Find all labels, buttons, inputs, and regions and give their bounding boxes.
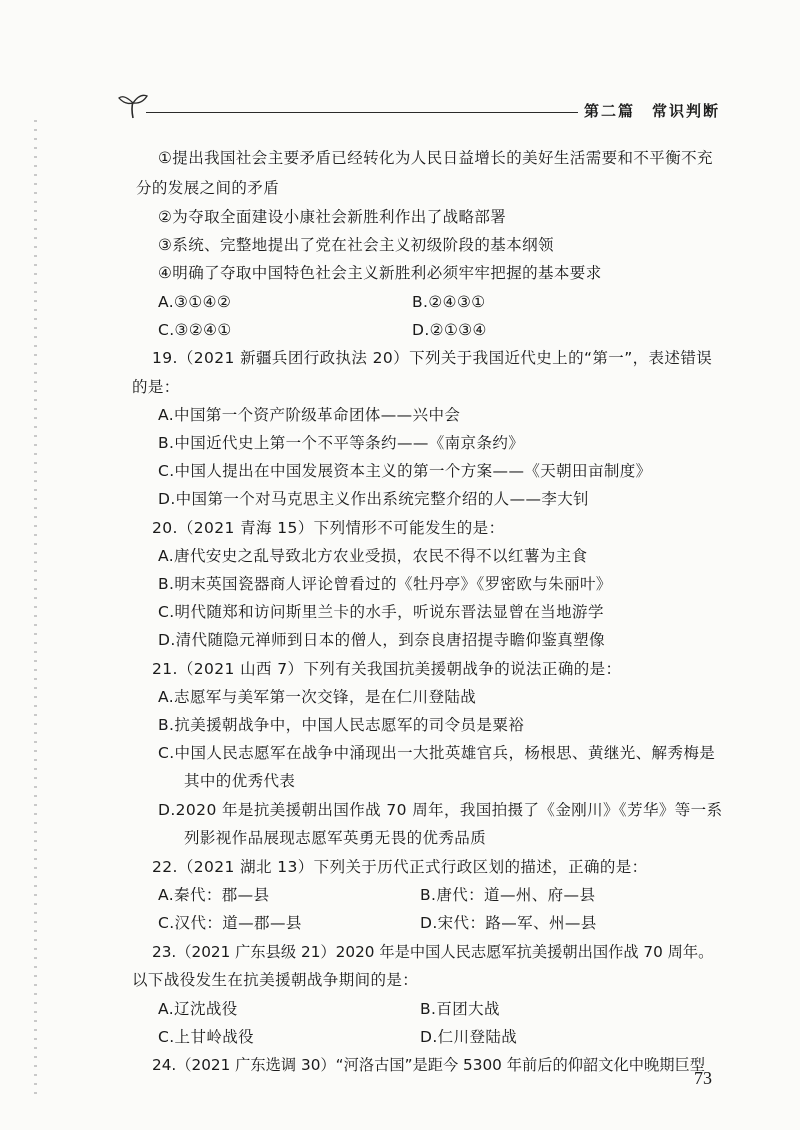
q21-stem: 21.（2021 山西 7）下列有关我国抗美援朝战争的说法正确的是： bbox=[152, 660, 622, 678]
q18-item-3: ③系统、完整地提出了党在社会主义初级阶段的基本纲领 bbox=[158, 236, 554, 254]
q19-option-c: C.中国人提出在中国发展资本主义的第一个方案——《天朝田亩制度》 bbox=[158, 462, 652, 480]
q21-option-c-cont: 其中的优秀代表 bbox=[184, 772, 296, 790]
q21-option-d-cont: 列影视作品展现志愿军英勇无畏的优秀品质 bbox=[184, 829, 487, 847]
q20-option-d: D.清代随隐元禅师到日本的僧人，到奈良唐招提寺瞻仰鉴真塑像 bbox=[158, 631, 605, 649]
q18-item-1: ①提出我国社会主要矛盾已经转化为人民日益增长的美好生活需要和不平衡不充 bbox=[158, 149, 713, 167]
q21-option-c: C.中国人民志愿军在战争中涌现出一大批英雄官兵，杨根思、黄继光、解秀梅是 bbox=[158, 744, 716, 762]
q23-stem: 23.（2021 广东县级 21）2020 年是中国人民志愿军抗美援朝出国作战 70 周年。 bbox=[152, 943, 714, 961]
q22-option-b: B.唐代：道—州、府—县 bbox=[420, 886, 596, 904]
q18-item-1-cont: 分的发展之间的矛盾 bbox=[136, 179, 280, 197]
q20-option-b: B.明末英国瓷器商人评论曾看过的《牡丹亭》《罗密欧与朱丽叶》 bbox=[158, 575, 612, 593]
q21-option-a: A.志愿军与美军第一次交锋，是在仁川登陆战 bbox=[158, 688, 477, 706]
q22-option-d: D.宋代：路—军、州—县 bbox=[420, 914, 597, 932]
q23-option-c: C.上甘岭战役 bbox=[158, 1028, 255, 1046]
q22-option-c: C.汉代：道—郡—县 bbox=[158, 914, 302, 932]
q19-option-a: A.中国第一个资产阶级革命团体——兴中会 bbox=[158, 406, 461, 424]
q20-stem: 20.（2021 青海 15）下列情形不可能发生的是： bbox=[152, 519, 505, 537]
page-header bbox=[118, 90, 720, 126]
q18-item-2: ②为夺取全面建设小康社会新胜利作出了战略部署 bbox=[158, 208, 507, 226]
q23-option-b: B.百团大战 bbox=[420, 1000, 500, 1018]
q23-stem-cont: 以下战役发生在抗美援朝战争期间的是： bbox=[132, 971, 419, 989]
page-number: 73 bbox=[694, 1068, 712, 1088]
q22-stem: 22.（2021 湖北 13）下列关于历代正式行政区划的描述，正确的是： bbox=[152, 858, 648, 876]
sprout-icon bbox=[118, 90, 148, 120]
q18-option-a: A.③①④② bbox=[158, 293, 232, 311]
q22-option-a: A.秦代：郡—县 bbox=[158, 886, 270, 904]
section-title: 第二篇 常识判断 bbox=[578, 100, 720, 121]
q18-option-c: C.③②④① bbox=[158, 321, 232, 339]
q19-stem: 19.（2021 新疆兵团行政执法 20）下列关于我国近代史上的“第一”，表述错误 bbox=[152, 349, 713, 367]
q18-option-b: B.②④③① bbox=[412, 293, 486, 311]
q21-option-b: B.抗美援朝战争中，中国人民志愿军的司令员是粟裕 bbox=[158, 716, 525, 734]
q19-option-d: D.中国第一个对马克思主义作出系统完整介绍的人——李大钊 bbox=[158, 490, 590, 508]
q21-option-d: D.2020 年是抗美援朝出国作战 70 周年，我国拍摄了《金刚川》《芳华》等一系 bbox=[158, 801, 723, 819]
q23-option-a: A.辽沈战役 bbox=[158, 1000, 238, 1018]
q18-item-4: ④明确了夺取中国特色社会主义新胜利必须牢牢把握的基本要求 bbox=[158, 264, 602, 282]
q20-option-a: A.唐代安史之乱导致北方农业受损，农民不得不以红薯为主食 bbox=[158, 547, 588, 565]
q19-stem-cont: 的是： bbox=[132, 378, 180, 396]
q18-option-d: D.②①③④ bbox=[412, 321, 487, 339]
binding-margin-dots bbox=[34, 120, 37, 1100]
q19-option-b: B.中国近代史上第一个不平等条约——《南京条约》 bbox=[158, 434, 525, 452]
q23-option-d: D.仁川登陆战 bbox=[420, 1028, 518, 1046]
q24-stem: 24.（2021 广东选调 30）“河洛古国”是距今 5300 年前后的仰韶文化中晚期巨型 bbox=[152, 1056, 705, 1074]
q20-option-c: C.明代随郑和访问斯里兰卡的水手，听说东晋法显曾在当地游学 bbox=[158, 603, 604, 621]
